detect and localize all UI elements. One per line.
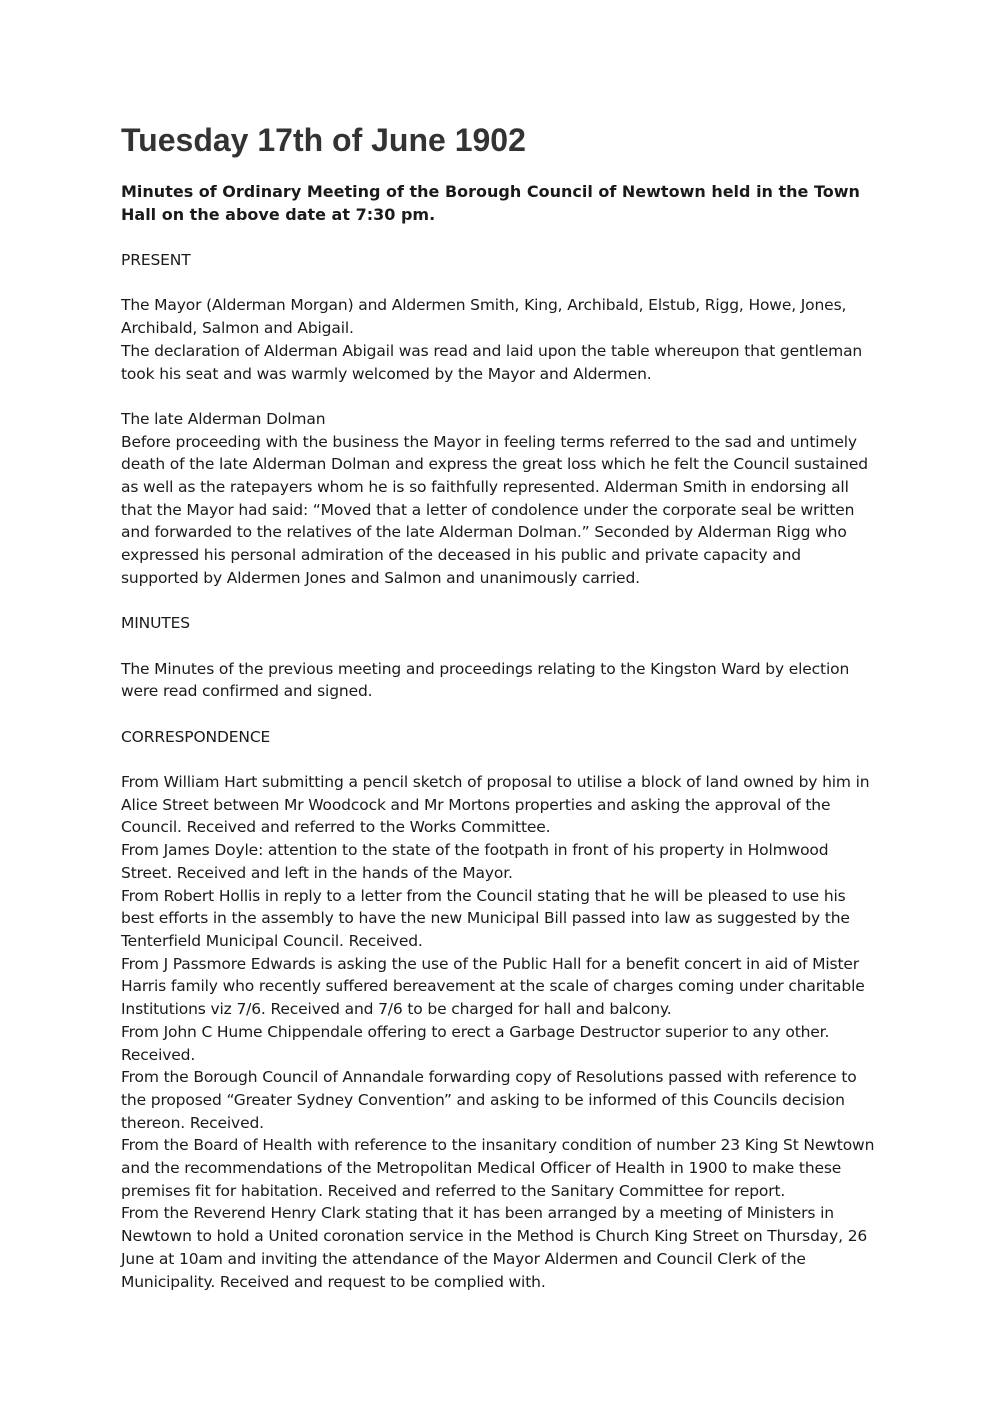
correspondence-item: From John C Hume Chippendale offering to erect a Garbage Destructor superior to any other. Received. (121, 1022, 830, 1064)
present-declaration: The declaration of Alderman Abigail was read and laid upon the table whereupon that gentleman took his seat and was warmly welcomed by the Mayor and Aldermen. (121, 341, 863, 383)
correspondence-item: From J Passmore Edwards is asking the use of the Public Hall for a benefit concert in aid of Mister Harris family who recently suffered bereavement at the scale of charges coming under charitable Institutions viz 7/6. Received and 7/6 to be charged for hall and balcony. (121, 954, 865, 1019)
section-heading-correspondence: CORRESPONDENCE (121, 727, 271, 746)
correspondence-item: From the Board of Health with reference to the insanitary condition of number 23 King St Newtown and the recommendations of the Metropolitan Medical Officer of Health in 1900 to make these premises fit for habitation. Received and referred to the Sanitary Committee for report. (121, 1136, 875, 1200)
correspondence-item: From Robert Hollis in reply to a letter from the Council stating that he will be pleased to use his best efforts in the assembly to have the new Municipal Bill passed into law as suggested by the Tenterfield Municipal Council. Received. (121, 886, 850, 950)
minutes-paragraph: The Minutes of the previous meeting and proceedings relating to the Kingston Ward by election were read confirmed and signed. (121, 659, 850, 701)
correspondence-item: From James Doyle: attention to the state of the footpath in front of his property in Holmwood Street. Received and left in the hands of the Mayor. (121, 841, 829, 882)
section-heading-minutes: MINUTES (121, 614, 190, 633)
section-heading-present: PRESENT (121, 251, 191, 269)
present-attendees: The Mayor (Alderman Morgan) and Aldermen Smith, King, Archibald, Elstub, Rigg, Howe, Jones, Archibald, Salmon and Abigail. (121, 296, 847, 338)
correspondence-item: From William Hart submitting a pencil sketch of proposal to utilise a block of land owned by him in Alice Street between Mr Woodcock and Mr Mortons properties and asking the approval of the Council. Received and referred to the Works Committee. (121, 773, 870, 837)
correspondence-item: From the Reverend Henry Clark stating that it has been arranged by a meeting of Ministers in Newtown to hold a United coronation service in the Method is Church King Street on Thursday, 26 June at 10am and inviting the attendance of the Mayor Aldermen and Council Clerk of the Municipality. Received and request to be complied with. (121, 1204, 868, 1291)
section-heading-dolman: The late Alderman Dolman (121, 409, 326, 428)
dolman-paragraph: Before proceeding with the business the Mayor in feeling terms referred to the sad and untimely death of the late Alderman Dolman and express the great loss which he felt the Council sustained as well as the ratepayers whom he is so faithfully represented. Alderman Smith in endorsing all that the Mayor had said: “Moved that a letter of condolence under the corporate seal be written and forwarded to the relatives of the late Alderman Dolman.” Seconded by Alderman Rigg who expressed his personal admiration of the deceased in his public and private capacity and supported by Aldermen Jones and Salmon and unanimously carried. (121, 432, 868, 587)
correspondence-item: From the Borough Council of Annandale forwarding copy of Resolutions passed with reference to the proposed “Greater Sydney Convention” and asking to be informed of this Councils decision thereon. Received. (121, 1068, 857, 1132)
document-page (121, 118, 881, 1293)
page-title: Tuesday 17th of June 1902 (121, 122, 526, 158)
meeting-subtitle: Minutes of Ordinary Meeting of the Borough Council of Newtown held in the Town Hall on the above date at 7:30 pm. (121, 182, 860, 224)
